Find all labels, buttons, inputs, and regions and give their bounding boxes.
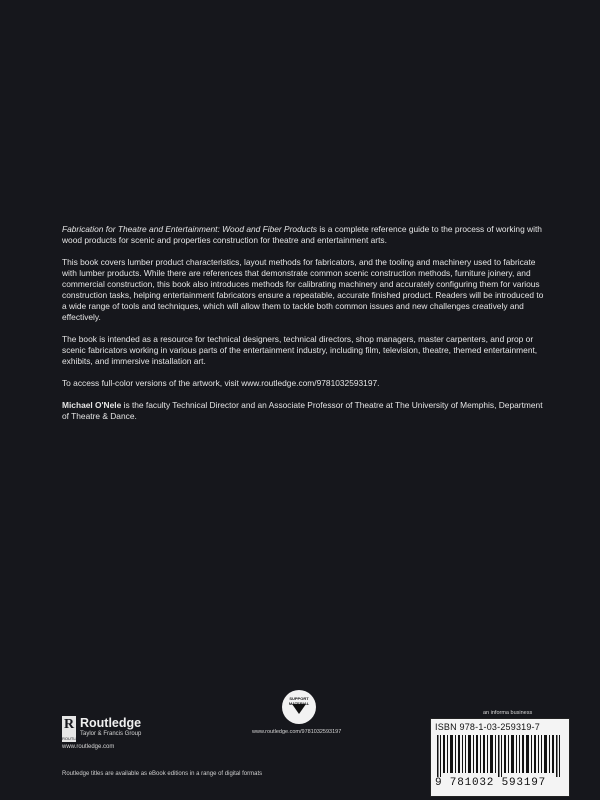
- ebook-note: Routledge titles are available as eBook editions in a range of digital formats: [62, 771, 263, 777]
- author-bio-text: is the faculty Technical Director and an Associate Professor of Theatre at The University of Memphis, Department of Theatre & Dance.: [62, 400, 543, 421]
- informa-label: an informa business: [483, 710, 533, 716]
- isbn-text: ISBN 978-1-03-259319-7: [435, 722, 540, 732]
- barcode-number: 9 781032 593197: [435, 777, 547, 789]
- download-arrow-icon: [292, 704, 306, 714]
- blurb-text: is a complete reference guide to the process of working with wood products for scenic and properties construction for theatre and entertainment arts.: [62, 224, 542, 245]
- routledge-r-icon: [62, 716, 87, 742]
- blurb-paragraph-4: To access full-color versions of the artwork, visit www.routledge.com/9781032593197.: [62, 378, 380, 388]
- blurb-paragraph-2: This book covers lumber product characteristics, layout methods for fabricators, and the tooling and machinery used to fabricate with lumber products. While there are references that demonstrate common scenic construction methods, furniture joinery, and commercial construction, this book also introduces methods for calibrating machinery and accurately configuring them for various construction tasks, helping entertainment fabricators ensure a repeatable, accurate finished product. Readers will be introduced to a wide range of tools and techniques, which will allow them to tackle both common issues and new challenges creatively and effectively.: [62, 257, 544, 322]
- support-website: www.routledge.com/9781032593197: [252, 729, 342, 735]
- barcode-bars: [437, 735, 563, 777]
- cover-blurb: [62, 224, 550, 433]
- support-badge-text: SUPPORT MATERIAL: [288, 696, 310, 706]
- logo-letter: R: [63, 717, 75, 732]
- publisher-group: Taylor & Francis Group: [80, 731, 142, 737]
- publisher-name: Routledge: [80, 716, 142, 730]
- support-material-badge: [282, 690, 322, 726]
- author-bio: [62, 400, 550, 422]
- blurb-paragraph-1: [62, 224, 550, 246]
- isbn-barcode: [430, 718, 570, 797]
- routledge-logo: [62, 716, 141, 742]
- logo-sub: ROUTLEDGE: [62, 736, 87, 741]
- author-name: Michael O'Nele: [62, 400, 122, 410]
- blurb-paragraph-3: The book is intended as a resource for technical designers, technical directors, shop managers, master carpenters, and prop or scenic fabricators working in various parts of the entertainment industry, including film, television, theatre, themed entertainment, exhibits, and immersive installation art.: [62, 334, 538, 366]
- book-title: Fabrication for Theatre and Entertainment: Wood and Fiber Products: [62, 224, 318, 234]
- publisher-website: www.routledge.com: [62, 744, 115, 750]
